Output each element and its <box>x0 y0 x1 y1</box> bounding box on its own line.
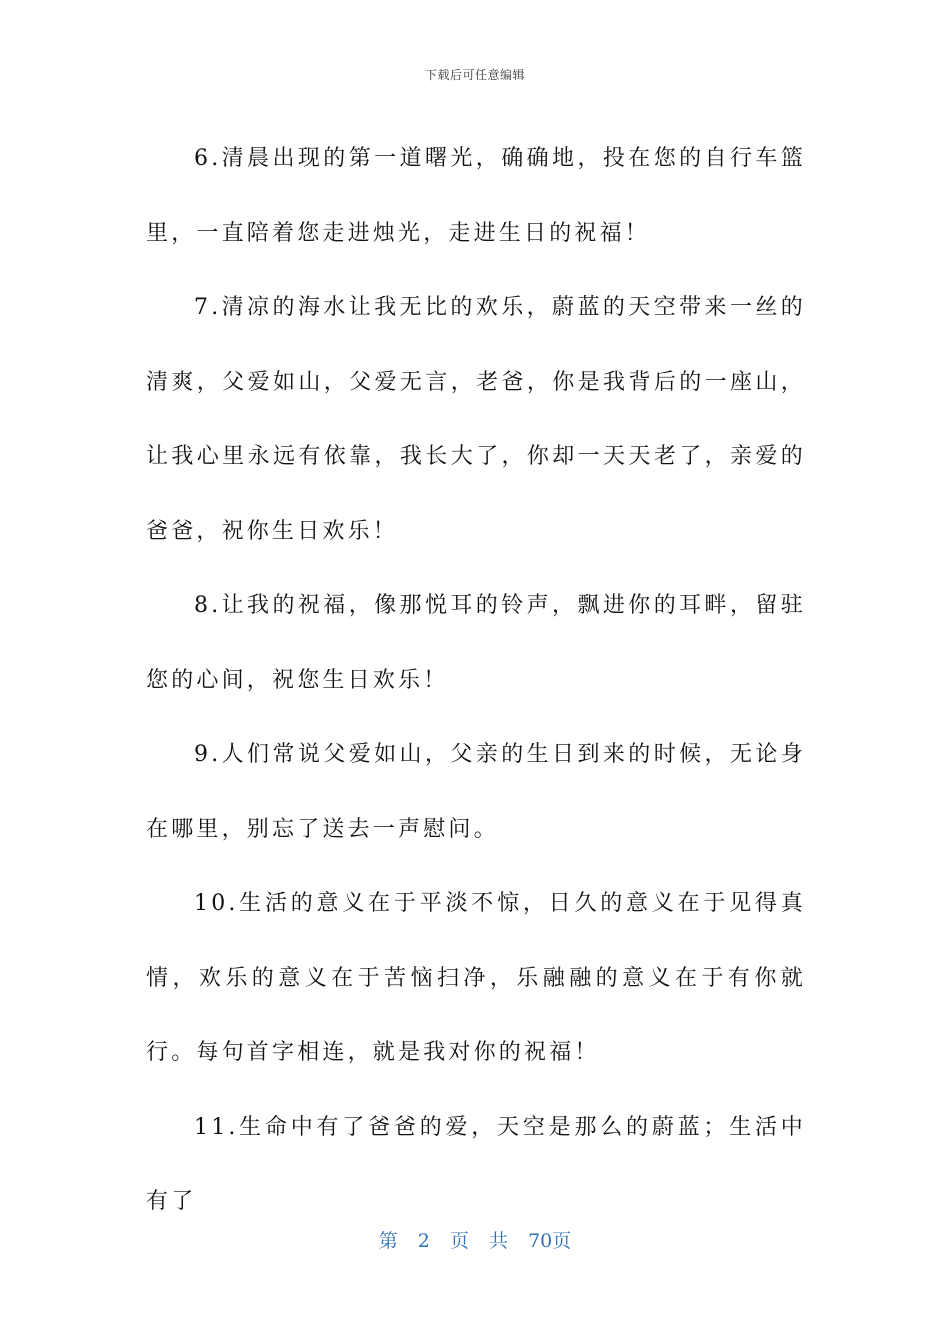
footer-total-label: 共 <box>489 1230 509 1252</box>
paragraph-9: 9.人们常说父爱如山，父亲的生日到来的时候，无论身在哪里，别忘了送去一声慰问。 <box>146 742 806 842</box>
footer-page-label: 页 <box>449 1230 469 1252</box>
footer-page-number: 2 <box>417 1230 430 1252</box>
paragraph-7: 7.清凉的海水让我无比的欢乐，蔚蓝的天空带来一丝的清爽，父爱如山，父爱无言，老爸，你是我背后的一座山，让我心里永远有依靠，我长大了，你却一天天老了，亲爱的爸爸，祝你生日欢乐！ <box>146 295 806 544</box>
footer-prefix: 第 <box>378 1230 398 1252</box>
paragraph-8: 8.让我的祝福，像那悦耳的铃声，飘进你的耳畔，留驻您的心间，祝您生日欢乐！ <box>146 593 806 693</box>
paragraph-10: 10.生活的意义在于平淡不惊，日久的意义在于见得真情，欢乐的意义在于苦恼扫净，乐融融的意义在于有你就行。每句首字相连，就是我对你的祝福！ <box>146 891 806 1065</box>
page-header: 下载后可任意编辑 <box>424 68 525 82</box>
page-footer <box>0 1226 950 1253</box>
paragraph-11: 11.生命中有了爸爸的爱，天空是那么的蔚蓝；生活中有了 <box>146 1114 806 1214</box>
paragraph-6: 6.清晨出现的第一道曙光，确确地，投在您的自行车篮里，一直陪着您走进烛光，走进生日的祝福！ <box>146 146 806 246</box>
document-body <box>146 122 806 1240</box>
footer-total-pages: 70页 <box>528 1230 572 1252</box>
